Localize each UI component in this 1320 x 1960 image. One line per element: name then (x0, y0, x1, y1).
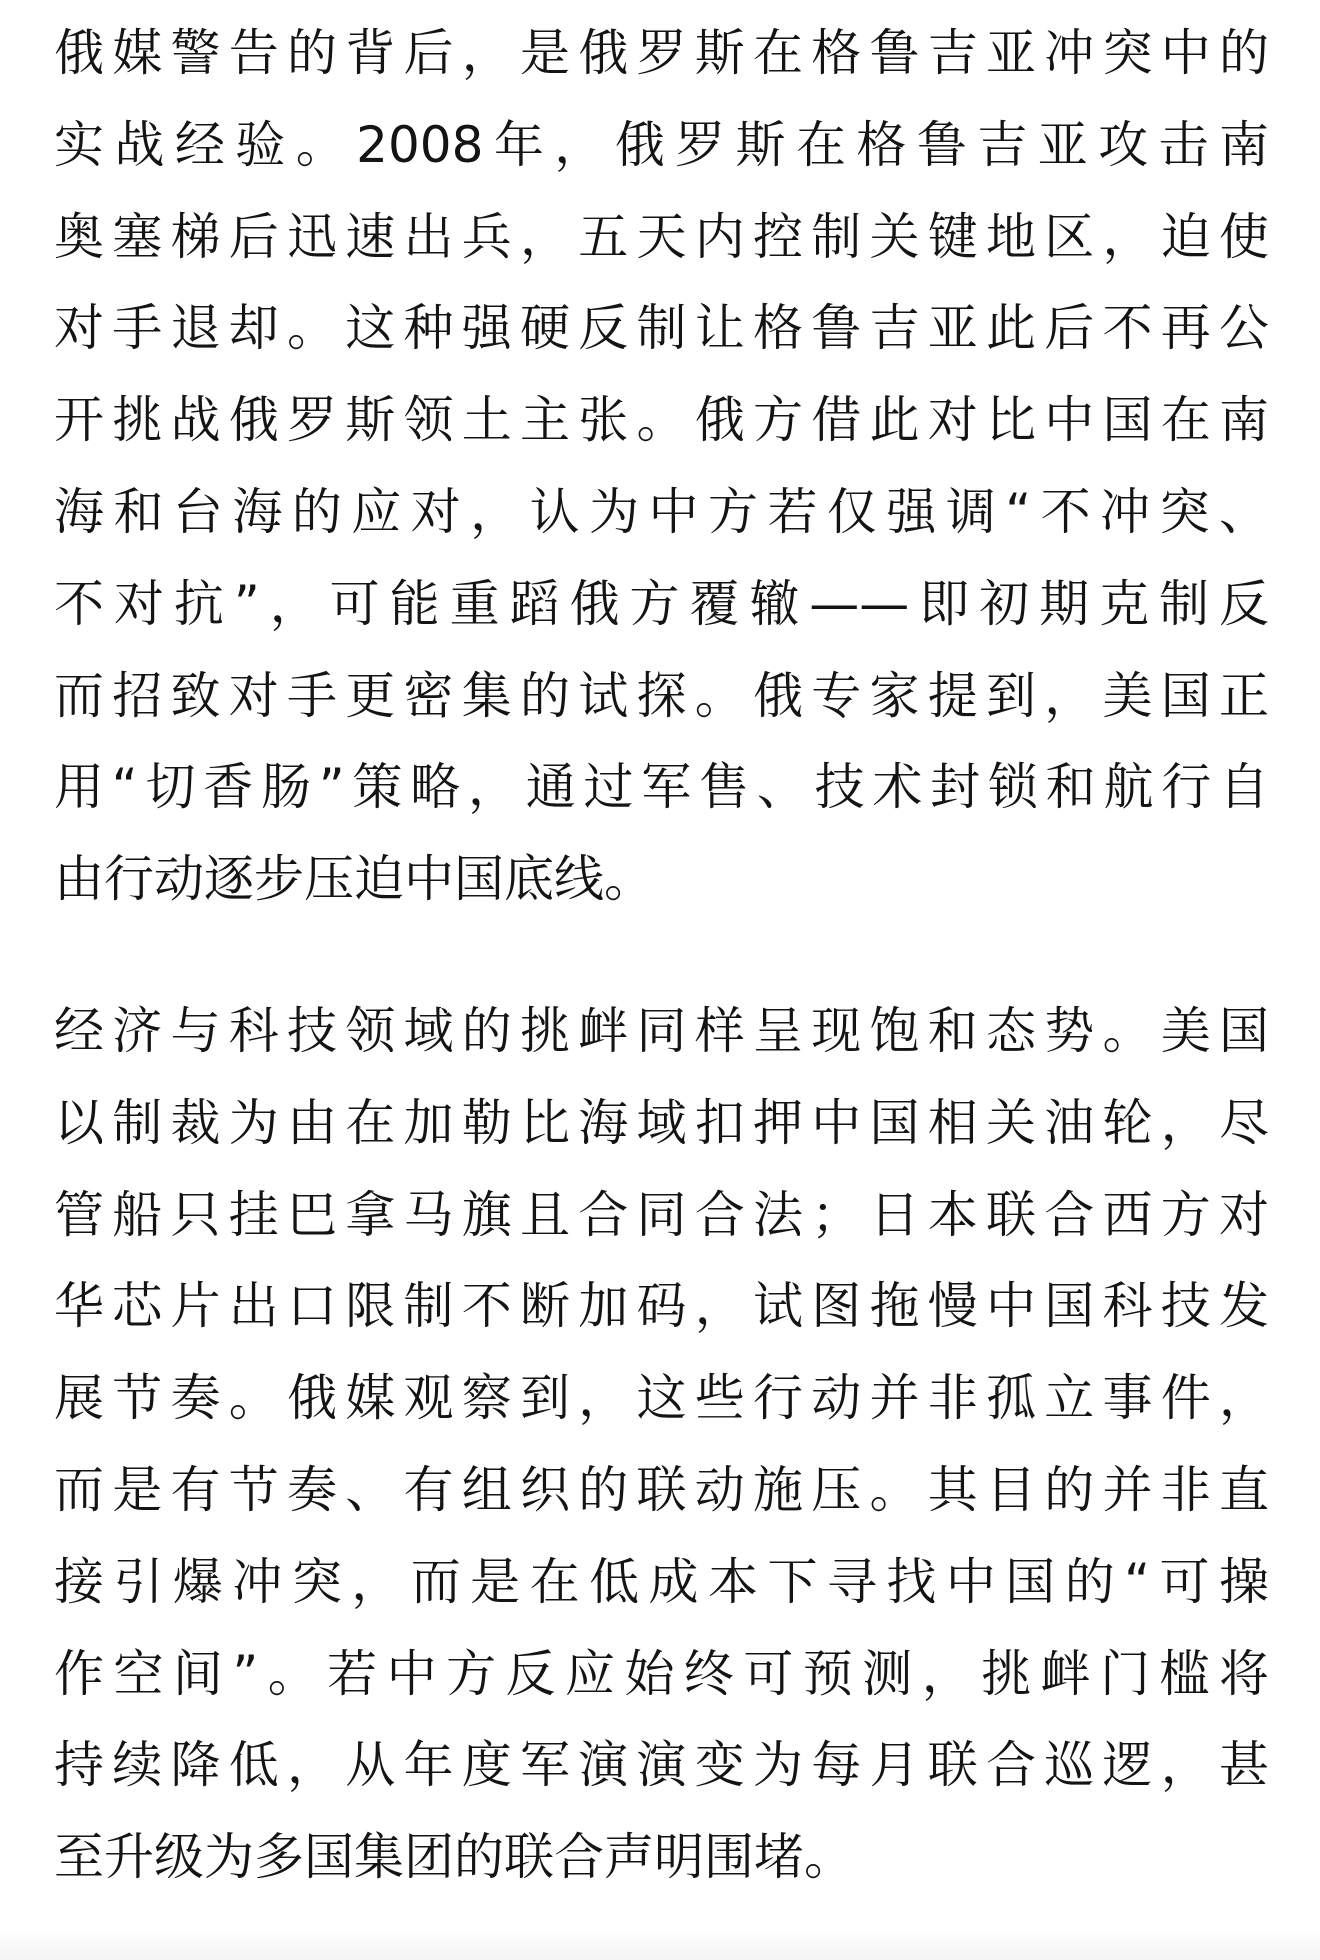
text-line: 而是有节奏、有组织的联动施压。其目的并非直 (54, 1460, 1269, 1519)
paragraph-2 (54, 986, 1269, 1904)
text-line: 华芯片出口限制不断加码，试图拖慢中国科技发 (54, 1277, 1269, 1336)
text-line: 俄媒警告的背后，是俄罗斯在格鲁吉亚冲突中的 (54, 24, 1269, 82)
text-line: 对手退却。这种强硬反制让格鲁吉亚此后不再公 (54, 299, 1269, 358)
text-line: 持续降低，从年度军演演变为每月联合巡逻，甚 (54, 1736, 1269, 1795)
text-line: 接引爆冲突，而是在低成本下寻找中国的“可操 (54, 1552, 1269, 1611)
text-line: 而招致对手更密集的试探。俄专家提到，美国正 (54, 666, 1269, 725)
text-line: 奥塞梯后迅速出兵，五天内控制关键地区，迫使 (54, 207, 1269, 266)
paragraph-gap (54, 926, 1269, 986)
text-line: 以制裁为由在加勒比海域扣押中国相关油轮，尽 (54, 1093, 1269, 1152)
text-line: 实战经验。2008年，俄罗斯在格鲁吉亚攻击南 (54, 115, 1269, 174)
text-line: 作空间”。若中方反应始终可预测，挑衅门槛将 (54, 1644, 1269, 1703)
text-line: 开挑战俄罗斯领土主张。俄方借此对比中国在南 (54, 391, 1269, 450)
bottom-fade (0, 1930, 1320, 1960)
text-line: 管船只挂巴拿马旗且合同合法；日本联合西方对 (54, 1185, 1269, 1244)
text-line: 海和台海的应对，认为中方若仅强调“不冲突、 (54, 482, 1269, 541)
paragraph-1 (54, 8, 1269, 926)
text-line: 至升级为多国集团的联合声明围堵。 (54, 1828, 854, 1887)
text-line: 不对抗”，可能重蹈俄方覆辙——即初期克制反 (54, 574, 1269, 633)
article-body (54, 8, 1269, 1904)
text-line: 用“切香肠”策略，通过军售、技术封锁和航行自 (54, 758, 1269, 817)
text-line: 经济与科技领域的挑衅同样呈现饱和态势。美国 (54, 1001, 1269, 1060)
text-line: 由行动逐步压迫中国底线。 (54, 850, 654, 909)
text-line: 展节奏。俄媒观察到，这些行动并非孤立事件， (54, 1369, 1269, 1428)
